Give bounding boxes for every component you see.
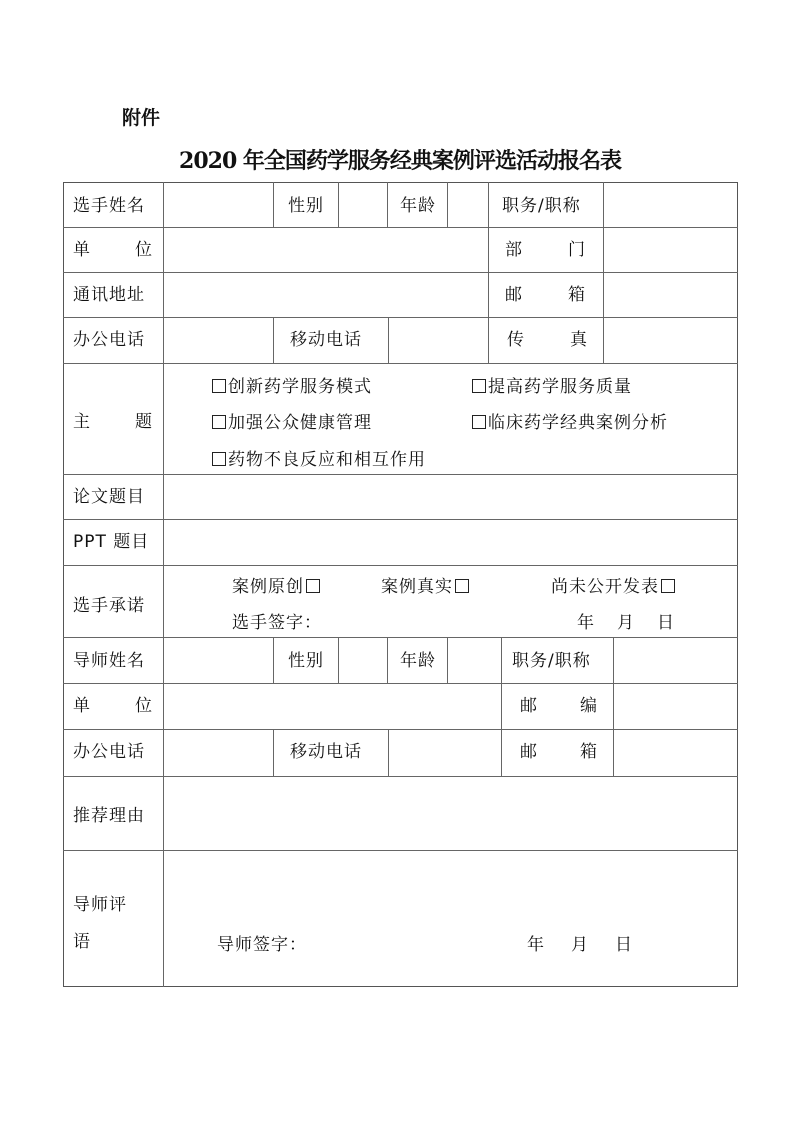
commitment-option[interactable]: 案例原创 bbox=[232, 577, 322, 597]
unit-label-char1: 单 bbox=[73, 696, 91, 716]
date-year-label: 年 bbox=[577, 613, 595, 633]
checkbox-icon[interactable] bbox=[661, 579, 675, 593]
col-line bbox=[338, 182, 339, 227]
checkbox-icon[interactable] bbox=[472, 415, 486, 429]
address-label: 通讯地址 bbox=[73, 285, 145, 305]
row-line bbox=[63, 474, 738, 475]
attachment-label: 附件 bbox=[122, 107, 161, 129]
email-label-char1: 邮 bbox=[520, 742, 538, 762]
commitment-option[interactable]: 尚未公开发表 bbox=[551, 577, 677, 597]
col-line bbox=[603, 227, 604, 363]
department-label-char1: 部 bbox=[505, 240, 523, 260]
col-line bbox=[447, 637, 448, 683]
col-line bbox=[488, 227, 489, 363]
col-line bbox=[273, 317, 274, 363]
ppt-title-label: PPT 题目 bbox=[73, 532, 150, 552]
topic-label-char2: 题 bbox=[135, 412, 153, 432]
col-line bbox=[388, 729, 389, 776]
mentor-comment-label: 导师评 bbox=[73, 895, 127, 915]
row-line bbox=[63, 850, 738, 851]
row-line bbox=[63, 272, 738, 273]
department-label-char2: 门 bbox=[568, 240, 586, 260]
mobile-phone-label: 移动电话 bbox=[290, 742, 362, 762]
gender-label: 性别 bbox=[288, 196, 324, 216]
topic-option[interactable]: 创新药学服务模式 bbox=[212, 377, 372, 397]
contestant-signature-label: 选手签字： bbox=[232, 613, 322, 633]
position-label: 职务/职称 bbox=[512, 651, 591, 671]
office-phone-label: 办公电话 bbox=[73, 742, 145, 762]
col-line bbox=[273, 637, 274, 683]
postcode-label-char2: 编 bbox=[580, 696, 598, 716]
col-line bbox=[387, 637, 388, 683]
col-line bbox=[488, 182, 489, 227]
mobile-phone-label: 移动电话 bbox=[290, 330, 362, 350]
mentor-name-label: 导师姓名 bbox=[73, 651, 145, 671]
mentor-signature-label: 导师签字： bbox=[217, 935, 307, 955]
row-line bbox=[63, 683, 738, 684]
contestant-name-label: 选手姓名 bbox=[73, 196, 145, 216]
row-line bbox=[63, 227, 738, 228]
paper-title-label: 论文题目 bbox=[73, 487, 145, 507]
mentor-comment-label-line2: 语 bbox=[73, 932, 91, 952]
topic-label-char1: 主 bbox=[73, 412, 91, 432]
row-line bbox=[63, 363, 738, 364]
office-phone-label: 办公电话 bbox=[73, 330, 145, 350]
col-line bbox=[387, 182, 388, 227]
unit-label-char1: 单 bbox=[73, 240, 91, 260]
commitment-option[interactable]: 案例真实 bbox=[381, 577, 471, 597]
age-label: 年龄 bbox=[400, 651, 436, 671]
page-title: 2020 年全国药学服务经典案例评选活动报名表 bbox=[179, 148, 621, 174]
reason-label: 推荐理由 bbox=[73, 806, 145, 826]
col-line bbox=[163, 182, 164, 987]
topic-option[interactable]: 药物不良反应和相互作用 bbox=[212, 450, 426, 470]
topic-option[interactable]: 加强公众健康管理 bbox=[212, 413, 372, 433]
col-line bbox=[603, 182, 604, 227]
row-line bbox=[63, 776, 738, 777]
gender-label: 性别 bbox=[288, 651, 324, 671]
position-label: 职务/职称 bbox=[502, 196, 581, 216]
checkbox-icon[interactable] bbox=[306, 579, 320, 593]
col-line bbox=[273, 729, 274, 776]
fax-label-char1: 传 bbox=[507, 330, 525, 350]
commitment-label: 选手承诺 bbox=[73, 596, 145, 616]
checkbox-icon[interactable] bbox=[455, 579, 469, 593]
row-line bbox=[63, 637, 738, 638]
checkbox-icon[interactable] bbox=[212, 379, 226, 393]
col-line bbox=[447, 182, 448, 227]
col-line bbox=[501, 637, 502, 683]
row-line bbox=[63, 729, 738, 730]
row-line bbox=[63, 565, 738, 566]
row-line bbox=[63, 519, 738, 520]
col-line bbox=[613, 637, 614, 683]
checkbox-icon[interactable] bbox=[472, 379, 486, 393]
email-label-char2: 箱 bbox=[580, 742, 598, 762]
checkbox-icon[interactable] bbox=[212, 415, 226, 429]
unit-label-char2: 位 bbox=[135, 696, 153, 716]
col-line bbox=[613, 683, 614, 776]
checkbox-icon[interactable] bbox=[212, 452, 226, 466]
date-month-label: 月 bbox=[571, 935, 589, 955]
date-year-label: 年 bbox=[527, 935, 545, 955]
col-line bbox=[273, 182, 274, 227]
col-line bbox=[338, 637, 339, 683]
topic-option[interactable]: 提高药学服务质量 bbox=[472, 377, 632, 397]
col-line bbox=[388, 317, 389, 363]
date-day-label: 日 bbox=[615, 935, 633, 955]
col-line bbox=[501, 683, 502, 776]
date-day-label: 日 bbox=[657, 613, 675, 633]
email-label-char1: 邮 bbox=[505, 285, 523, 305]
row-line bbox=[63, 317, 738, 318]
unit-label-char2: 位 bbox=[135, 240, 153, 260]
topic-option[interactable]: 临床药学经典案例分析 bbox=[472, 413, 668, 433]
date-month-label: 月 bbox=[617, 613, 635, 633]
postcode-label-char1: 邮 bbox=[520, 696, 538, 716]
fax-label-char2: 真 bbox=[570, 330, 588, 350]
age-label: 年龄 bbox=[400, 196, 436, 216]
email-label-char2: 箱 bbox=[568, 285, 586, 305]
